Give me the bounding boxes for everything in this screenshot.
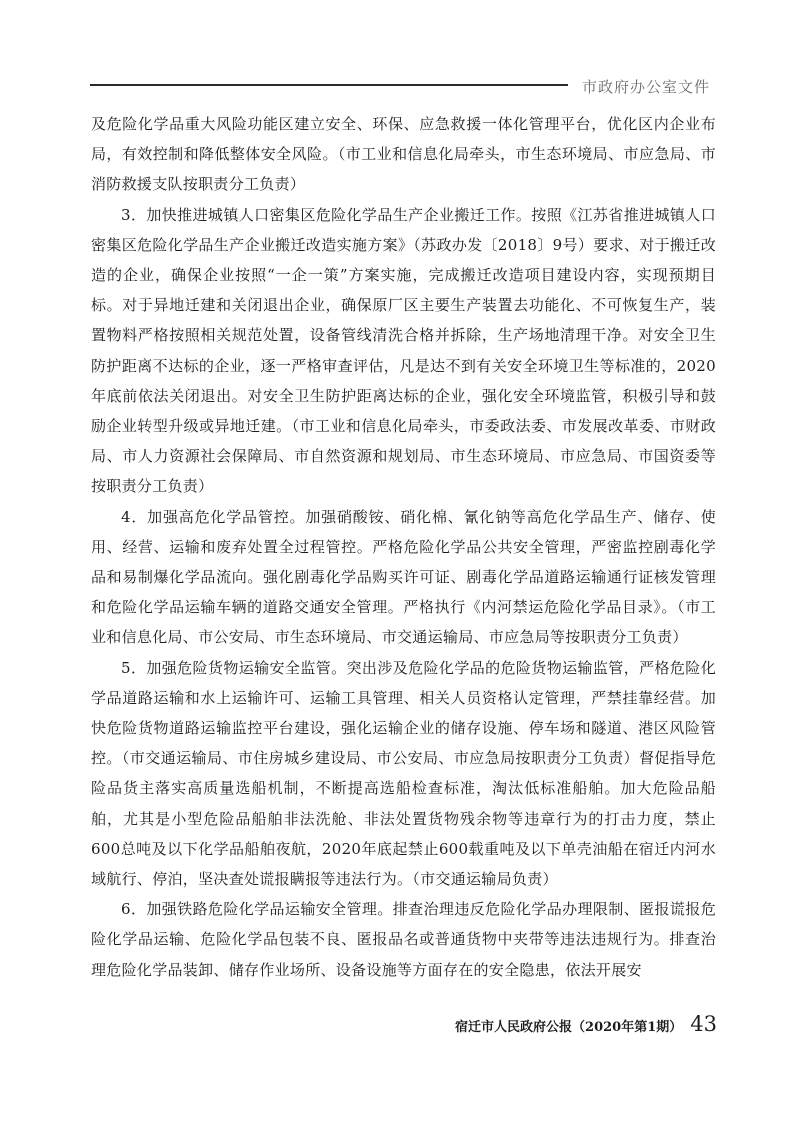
page-number: 43 bbox=[690, 1012, 717, 1036]
paragraph-item-3: 3．加快推进城镇人口密集区危险化学品生产企业搬迁工作。按照《江苏省推进城镇人口密集区危险化学品生产企业搬迁改造实施方案》（苏政办发〔2018〕9号）要求、对于搬迁改造的企业，确保企业按照“一企一策”方案实施，完成搬迁改造项目建设内容，实现预期目标。对于异地迁建和关闭退出企业，确保原厂区主要生产装置去功能化、不可恢复生产，装置物料严格按照相关规范处置，设备管线清洗合格并拆除，生产场地清理干净。对安全卫生防护距离不达标的企业，逐一严格审查评估，凡是达不到有关安全环境卫生等标准的，2020年底前依法关闭退出。对安全卫生防护距离达标的企业，强化安全环境监管，积极引导和鼓励企业转型升级或异地迁建。（市工业和信息化局牵头，市委政法委、市发展改革委、市财政局、市人力资源社会保障局、市自然资源和规划局、市生态环境局、市应急局、市国资委等按职责分工负责） bbox=[91, 205, 716, 496]
paragraph-item-6: 6．加强铁路危险化学品运输安全管理。排查治理违反危险化学品办理限制、匿报谎报危险化学品运输、危险化学品包装不良、匿报品名或普通货物中夹带等违法违规行为。排查治理危险化学品装卸、储存作业场所、设备设施等方面存在的安全隐患，依法开展安 bbox=[91, 900, 716, 979]
paragraph-item-4: 4．加强高危化学品管控。加强硝酸铵、硝化棉、氰化钠等高危化学品生产、储存、使用、经营、运输和废弃处置全过程管控。严格危险化学品公共安全管理，严密监控剧毒化学品和易制爆化学品流向。强化剧毒化学品购买许可证、剧毒化学品道路运输通行证核发管理和危险化学品运输车辆的道路交通安全管理。严格执行《内河禁运危险化学品目录》。（市工业和信息化局、市公安局、市生态环境局、市交通运输局、市应急局等按职责分工负责） bbox=[91, 507, 716, 647]
footer-journal-title: 宿迁市人民政府公报（2020年第1期） bbox=[455, 1020, 683, 1035]
document-body bbox=[91, 109, 716, 985]
header-label: 市政府办公室文件 bbox=[582, 78, 711, 96]
page-footer bbox=[455, 1012, 717, 1036]
header-rule bbox=[90, 84, 568, 86]
paragraph-item-5: 5．加强危险货物运输安全监管。突出涉及危险化学品的危险货物运输监管，严格危险化学品道路运输和水上运输许可、运输工具管理、相关人员资格认定管理，严禁挂靠经营。加快危险货物道路运输监控平台建设，强化运输企业的储存设施、停车场和隧道、港区风险管控。（市交通运输局、市住房城乡建设局、市公安局、市应急局按职责分工负责）督促指导危险品货主落实高质量选船机制，不断提高选船检查标准，淘汰低标准船舶。加大危险品船舶，尤其是小型危险品船舶非法洗舱、非法处置货物残余物等违章行为的打击力度，禁止600总吨及以下化学品船舶夜航，2020年底起禁止600载重吨及以下单壳油船在宿迁内河水域航行、停泊，坚决查处谎报瞒报等违法行为。（市交通运输局负责） bbox=[91, 658, 716, 889]
paragraph-continuation: 及危险化学品重大风险功能区建立安全、环保、应急救援一体化管理平台，优化区内企业布局，有效控制和降低整体安全风险。（市工业和信息化局牵头，市生态环境局、市应急局、市消防救援支队按职责分工负责） bbox=[91, 115, 716, 194]
